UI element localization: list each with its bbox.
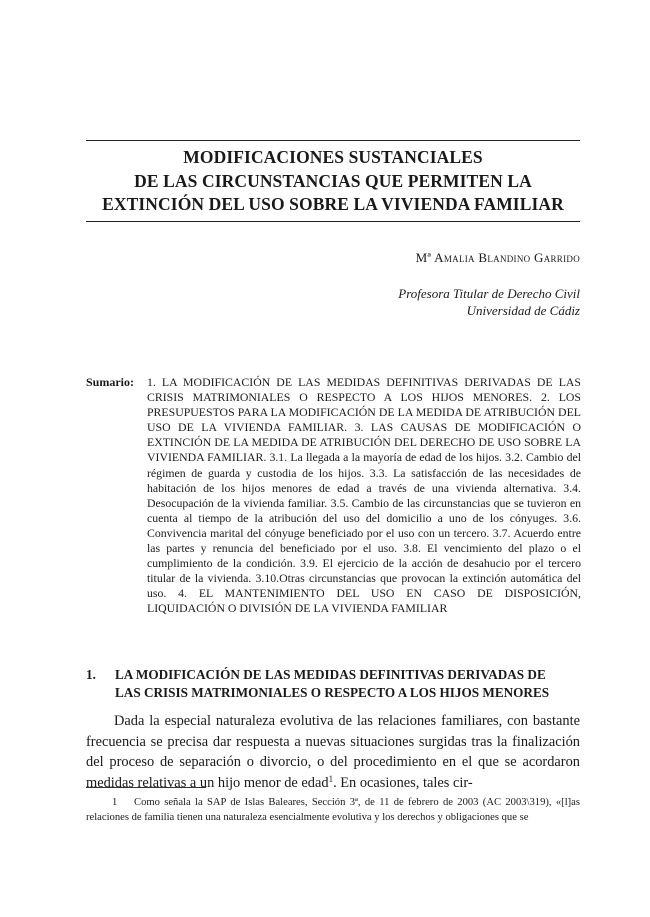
- section-heading-line-2: LAS CRISIS MATRIMONIALES O RESPECTO A LOS HIJOS MENORES: [115, 685, 550, 700]
- title-line-2: DE LAS CIRCUNSTANCIAS QUE PERMITEN LA: [134, 170, 532, 191]
- title-bottom-rule: [86, 221, 580, 222]
- title-line-3: EXTINCIÓN DEL USO SOBRE LA VIVIENDA FAMILIAR: [102, 194, 564, 214]
- section-heading-line-1: LA MODIFICACIÓN DE LAS MEDIDAS DEFINITIVAS DERIVADAS DE: [115, 667, 546, 682]
- section-heading-text: [115, 666, 581, 702]
- author-name: Mª Amalia Blandino Garrido: [415, 250, 580, 265]
- title-line-1: MODIFICACIONES SUSTANCIALES: [183, 147, 483, 167]
- article-title: [86, 146, 580, 217]
- section-number: 1.: [86, 667, 96, 682]
- footnote-number: 1: [112, 797, 118, 808]
- author-institution: Universidad de Cádiz: [466, 303, 580, 318]
- title-top-rule: [86, 140, 580, 141]
- author-affiliation: [398, 285, 580, 319]
- summary-text: 1. LA MODIFICACIÓN DE LAS MEDIDAS DEFINITIVAS DERIVADAS DE LAS CRISIS MATRIMONIALES O RESPECTO A LOS HIJOS MENORES. 2. LOS PRESUPUESTOS PARA LA MODIFICACIÓN DE LA MEDIDA DE ATRIBUCIÓN DEL USO DE LA VIVIENDA FAMILIAR. 3. LAS CAUSAS DE MODIFICACIÓN O EXTINCIÓN DE LA MEDIDA DE ATRIBUCIÓN DEL DERECHO DE USO SOBRE LA VIVIENDA FAMILIAR. 3.1. La llegada a la mayoría de edad de los hijos. 3.2. Cambio del régimen de guarda y custodia de los hijos. 3.3. La satisfacción de las necesidades de habitación de los hijos menores de edad a través de una vivienda alternativa. 3.4. Desocupación de la vivienda familiar. 3.5. Cambio de las circunstancias que se tuvieron en cuenta al tiempo de la atribución del uso del domicilio a uno de los cónyuges. 3.6. Convivencia marital del cónyuge beneficiado por el uso con un tercero. 3.7. Acuerdo entre las partes y renuncia del beneficiado por el uso. 3.8. El vencimiento del plazo o el cumplimiento de la condición. 3.9. El ejercicio de la acción de desahucio por el tercero titular de la vivienda. 3.10.Otras circunstancias que provocan la extinción automática del uso. 4. EL MANTENIMIENTO DEL USO EN CASO DE DISPOSICIÓN, LIQUIDACIÓN O DIVISIÓN DE LA VIVIENDA FAMILIAR: [147, 375, 581, 616]
- footnote-reference[interactable]: 1: [328, 773, 334, 784]
- paragraph-text-part-2: . En ocasiones, tales cir-: [333, 774, 473, 791]
- paragraph-text-part-1: Dada la especial naturaleza evolutiva de las relaciones familiares, con bastante frecuencia se precisa dar respuesta a nuevas situaciones surgidas tras la finalización del proceso de separación o divorcio, o del procedimiento en el que se acordaron medidas relativas a un hijo menor de edad: [86, 713, 580, 791]
- footnote: [86, 795, 580, 825]
- footnote-separator: [86, 787, 206, 788]
- body-paragraph: [86, 711, 580, 793]
- summary-label: Sumario:: [86, 375, 134, 389]
- author-position: Profesora Titular de Derecho Civil: [398, 286, 580, 301]
- footnote-text: Como señala la SAP de Islas Baleares, Sección 3ª, de 11 de febrero de 2003 (AC 2003\319), «[l]as relaciones de familia tienen una naturaleza esencialmente evolutiva y los derechos y obligaciones que se: [86, 797, 580, 823]
